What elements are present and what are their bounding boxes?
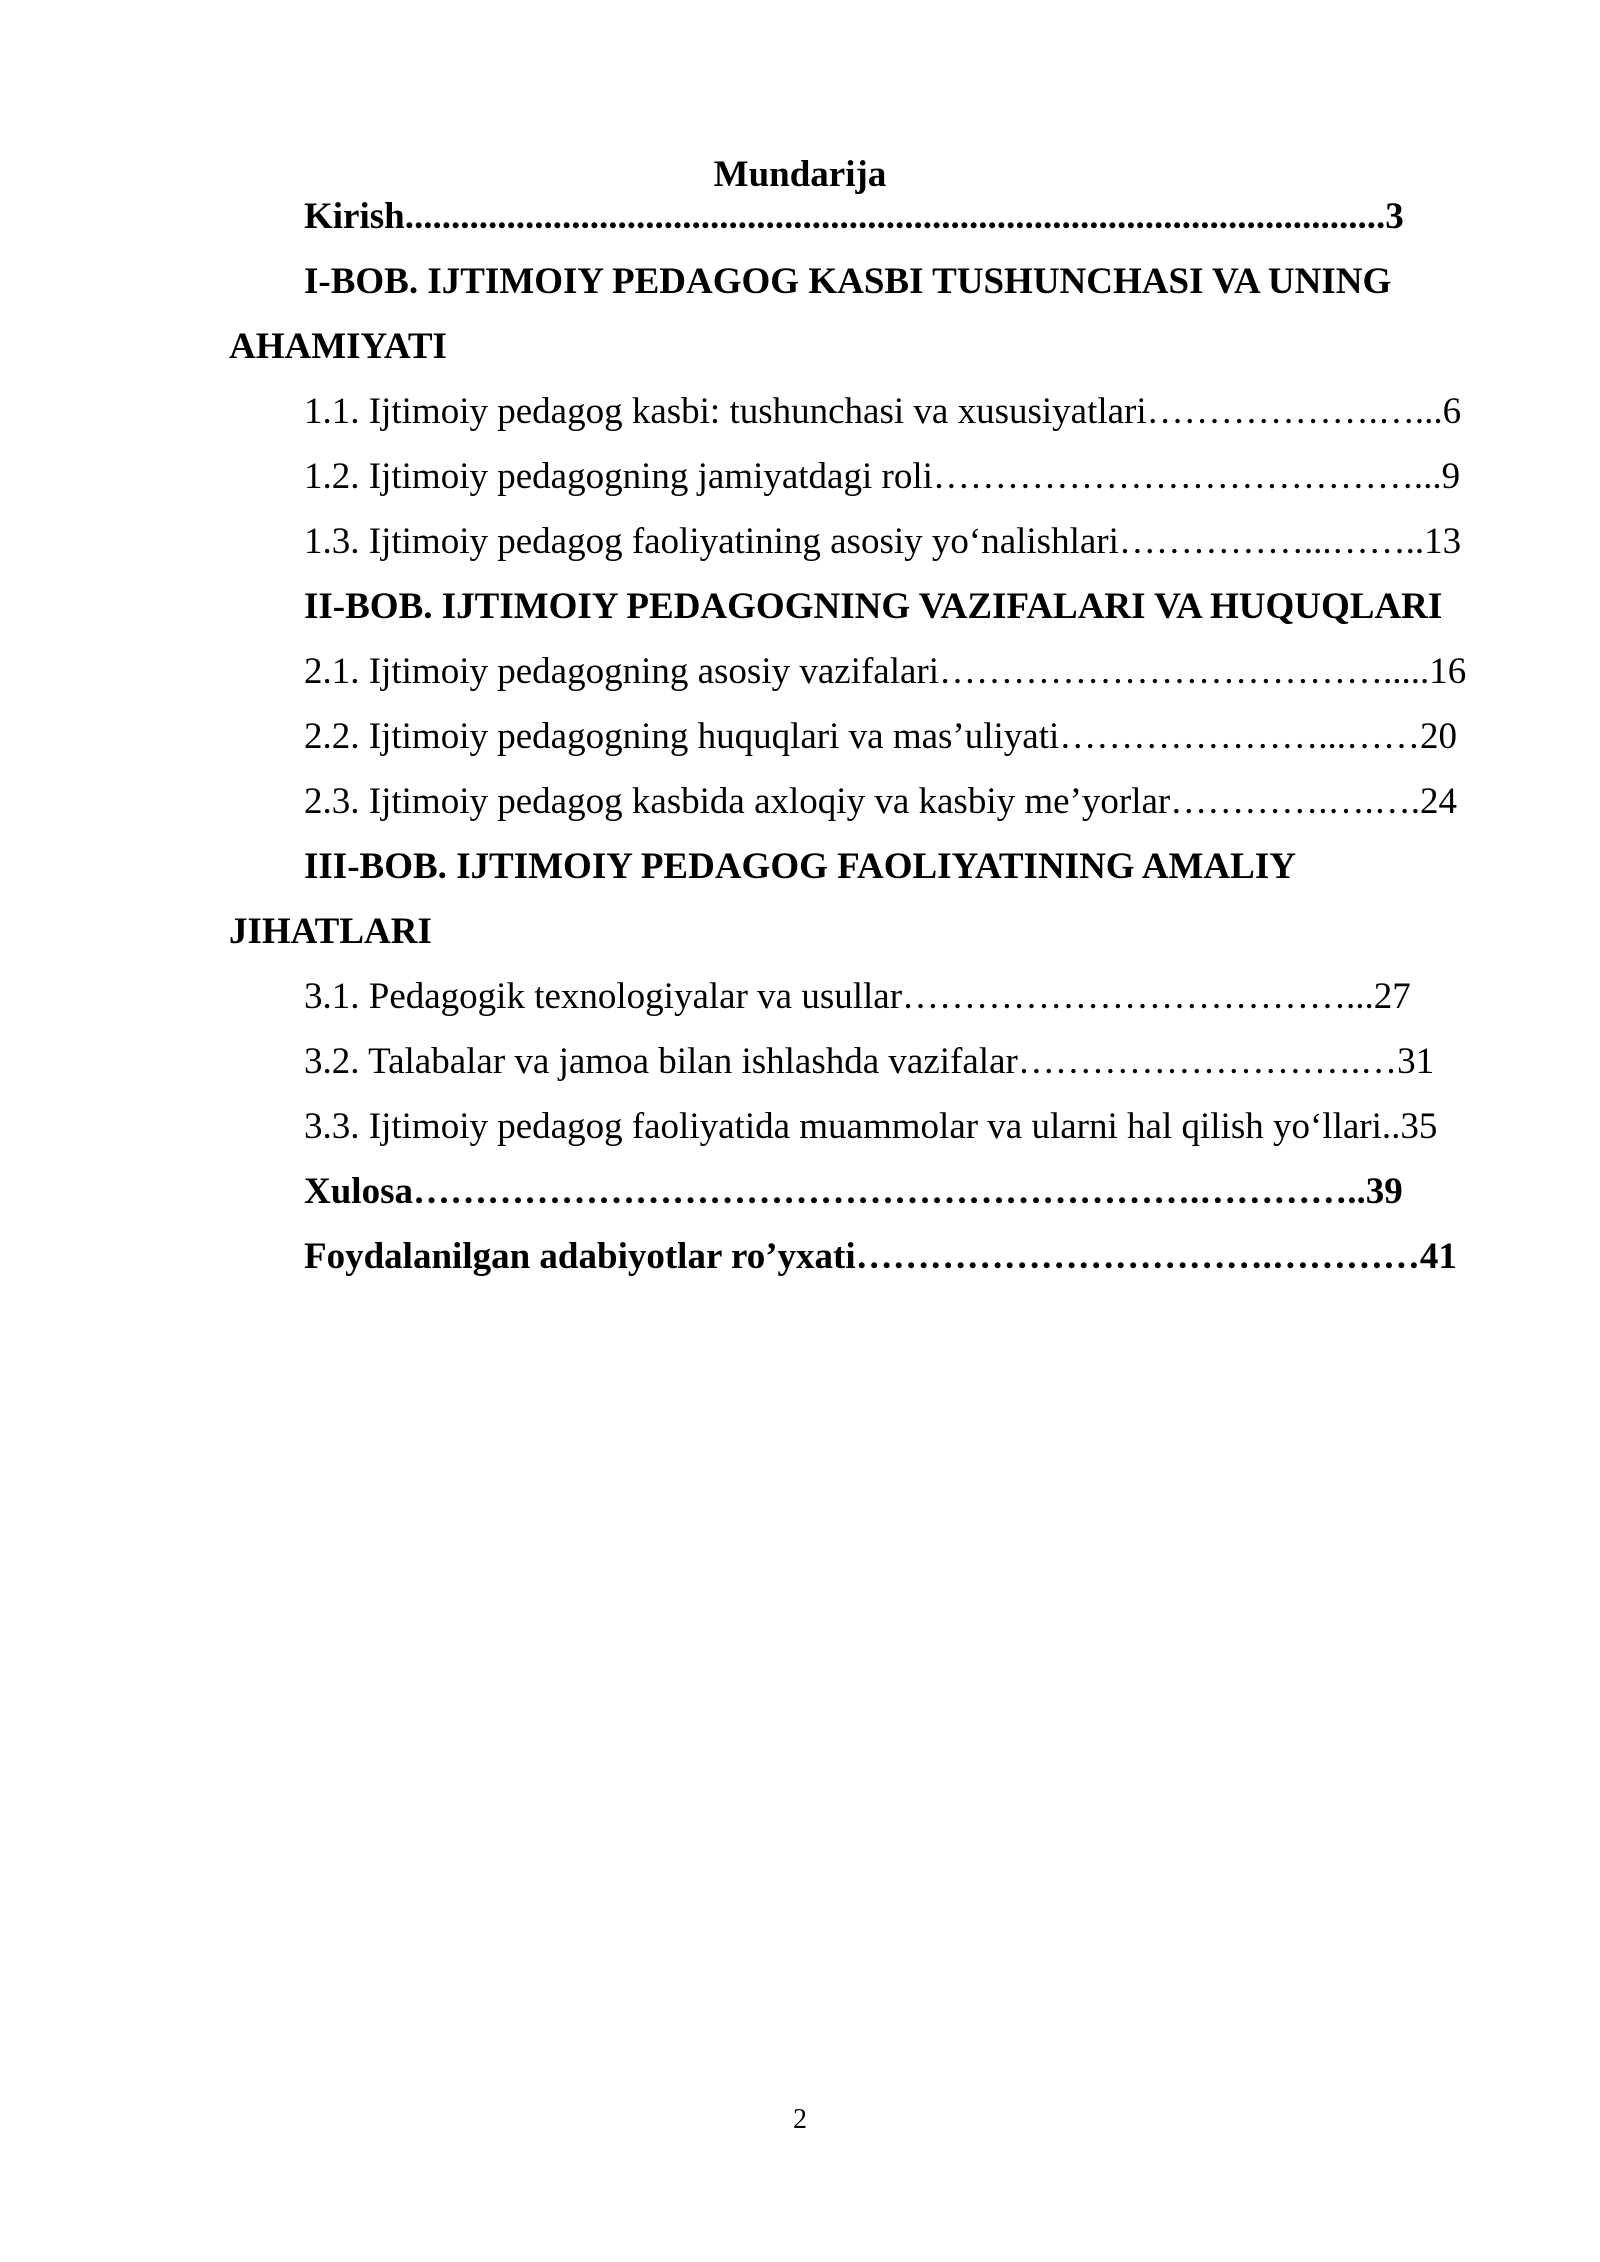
page-title: Mundarija [713, 154, 887, 195]
toc-chapter-3-heading: III-BOB. IJTIMOIY PEDAGOG FAOLIYATINING AMALIY [304, 846, 1296, 887]
toc-entry-3-2: 3.2. Talabalar va jamoa bilan ishlashda vazifalar……………………….…31 [304, 1041, 1435, 1082]
toc-entry-3-1: 3.1. Pedagogik texnologiyalar va usullar………………………………...27 [304, 976, 1411, 1017]
toc-chapter-1-heading: I-BOB. IJTIMOIY PEDAGOG KASBI TUSHUNCHASI VA UNING [304, 261, 1392, 302]
toc-entry-2-1: 2.1. Ijtimoiy pedagogning asosiy vazifalari……………………………….....16 [304, 651, 1467, 692]
toc-entry-xulosa: Xulosa……………………………………………………….…………..39 [304, 1171, 1403, 1212]
toc-entry-2-3: 2.3. Ijtimoiy pedagog kasbida axloqiy va kasbiy me’yorlar………….….….24 [304, 781, 1457, 822]
toc-entry-1-3: 1.3. Ijtimoiy pedagog faoliyatining asosiy yo‘nalishlari……………...……..13 [304, 521, 1462, 562]
toc-entry-1-1: 1.1. Ijtimoiy pedagog kasbi: tushunchasi va xususiyatlari……………….…...6 [304, 391, 1462, 432]
toc-chapter-2-heading: II-BOB. IJTIMOIY PEDAGOGNING VAZIFALARI VA HUQUQLARI [304, 586, 1443, 627]
toc-entry-1-2: 1.2. Ijtimoiy pedagogning jamiyatdagi roli…………………………………...9 [304, 456, 1461, 497]
page-number: 2 [793, 2104, 807, 2135]
toc-entry-kirish: Kirish..........................................................................................................3 [304, 196, 1404, 237]
toc-chapter-1-heading-continued: AHAMIYATI [229, 326, 447, 367]
toc-chapter-3-heading-continued: JIHATLARI [229, 911, 432, 952]
toc-entry-references: Foydalanilgan adabiyotlar ro’yxati…………………………….…………41 [304, 1236, 1457, 1277]
toc-entry-3-3: 3.3. Ijtimoiy pedagog faoliyatida muammolar va ularni hal qilish yo‘llari..35 [304, 1106, 1438, 1147]
toc-entry-2-2: 2.2. Ijtimoiy pedagogning huquqlari va mas’uliyati…………………...……20 [304, 716, 1458, 757]
